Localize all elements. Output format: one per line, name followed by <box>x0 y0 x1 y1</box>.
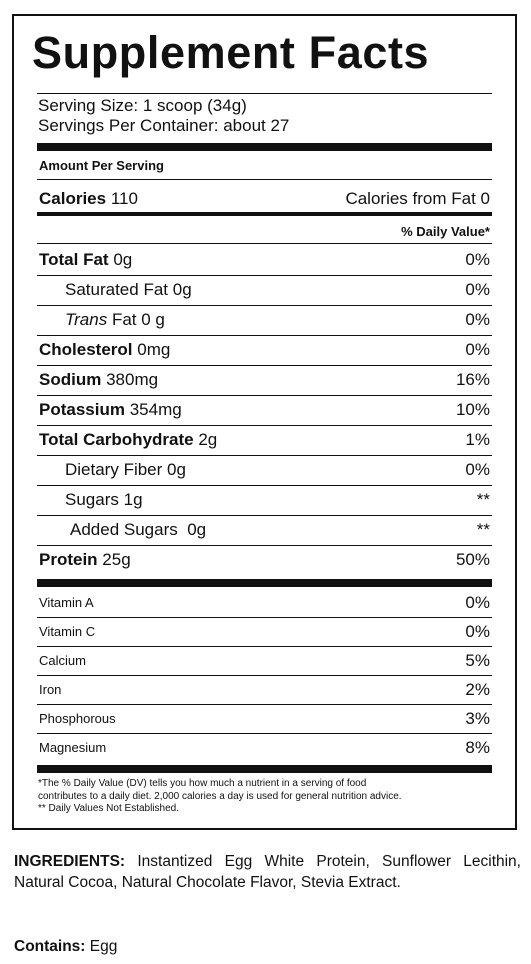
vitamin-name: Iron <box>39 682 62 697</box>
nutrient-row-potassium <box>39 395 490 425</box>
footnote <box>38 778 495 816</box>
nutrient-name: Cholesterol <box>39 340 133 359</box>
vitamin-name: Phosphorous <box>39 711 116 726</box>
nutrient-row-protein <box>39 545 490 575</box>
nutrient-dv: 0% <box>465 250 490 269</box>
nutrient-name: Total Carbohydrate <box>39 430 194 449</box>
nutrient-dv: ** <box>476 490 490 509</box>
panel-title: Supplement Facts <box>32 27 430 78</box>
divider <box>37 243 492 244</box>
ingredients-text <box>14 851 521 893</box>
nutrient-row-dietary-fiber <box>39 455 490 485</box>
serving-info <box>38 96 289 136</box>
vitamin-name: Vitamin A <box>39 595 94 610</box>
nutrient-amount: 0mg <box>137 340 171 359</box>
nutrient-dv: 50% <box>455 550 490 569</box>
nutrient-amount: 0g <box>172 280 192 299</box>
nutrient-row-total-fat <box>39 245 490 275</box>
nutrient-dv: 0% <box>465 280 490 299</box>
ingredients-label: INGREDIENTS: <box>14 853 126 870</box>
vitamin-name: Calcium <box>39 653 86 668</box>
nutrient-dv: ** <box>476 520 490 539</box>
calories-row <box>39 189 490 213</box>
nutrient-dv: 0% <box>465 310 490 329</box>
vitamin-dv: 2% <box>465 680 490 699</box>
nutrient-name: Sugars <box>65 490 119 509</box>
nutrient-amount: 354mg <box>129 400 182 419</box>
vitamin-row <box>39 675 490 705</box>
nutrient-amount: Fat 0 g <box>111 310 165 329</box>
nutrient-dv: 0% <box>465 460 490 479</box>
nutrient-row-trans-fat <box>39 305 490 335</box>
contains-label: Contains: <box>14 938 86 955</box>
calories-label: Calories <box>39 189 107 208</box>
nutrient-name: Dietary Fiber <box>65 460 163 479</box>
thick-divider <box>37 765 492 773</box>
nutrient-name: Potassium <box>39 400 125 419</box>
nutrient-row-cholesterol <box>39 335 490 365</box>
nutrient-name: Added Sugars <box>70 520 178 539</box>
calories-from-fat: Calories from Fat 0 <box>345 189 490 208</box>
footnote-line: contributes to a daily diet. 2,000 calories a day is used for general nutrition advice. <box>38 790 402 802</box>
vitamin-name: Vitamin C <box>39 624 96 639</box>
contains-value: Egg <box>89 938 118 955</box>
vitamin-name: Magnesium <box>39 740 107 755</box>
nutrient-row-total-carbohydrate <box>39 425 490 455</box>
vitamin-row <box>39 704 490 734</box>
vitamin-dv: 0% <box>465 593 490 612</box>
nutrient-name: Saturated Fat <box>65 280 169 299</box>
vitamin-row <box>39 733 490 763</box>
servings-per-container: Servings Per Container: about 27 <box>38 116 290 135</box>
nutrient-row-saturated-fat <box>39 275 490 305</box>
nutrient-row-added-sugars <box>39 515 490 545</box>
thick-divider <box>37 212 492 216</box>
daily-value-header: % Daily Value* <box>401 224 490 239</box>
calories <box>39 189 138 209</box>
nutrient-amount: 0g <box>187 520 207 539</box>
nutrient-amount: 1g <box>123 490 143 509</box>
nutrient-name: Total Fat <box>39 250 109 269</box>
vitamin-dv: 5% <box>465 651 490 670</box>
nutrient-amount: 0g <box>167 460 186 479</box>
nutrient-name: Sodium <box>39 370 102 389</box>
vitamin-row <box>39 588 490 618</box>
vitamin-row <box>39 646 490 676</box>
ingredients-list: Instantized Egg White Protein, Sunflower Lecithin, Natural Cocoa, Natural Chocolate Flavor, Stevia Extract. <box>14 853 521 891</box>
vitamin-dv: 3% <box>465 709 490 728</box>
vitamin-dv: 0% <box>465 622 490 641</box>
thick-divider <box>37 579 492 587</box>
thick-divider <box>37 143 492 151</box>
nutrient-row-sodium <box>39 365 490 395</box>
nutrient-dv: 10% <box>455 400 490 419</box>
amount-per-serving: Amount Per Serving <box>39 158 164 173</box>
serving-size: Serving Size: 1 scoop (34g) <box>38 96 247 115</box>
vitamin-row <box>39 617 490 647</box>
nutrient-dv: 1% <box>465 430 490 449</box>
divider <box>37 179 492 180</box>
supplement-facts-panel <box>12 14 517 830</box>
nutrient-dv: 16% <box>455 370 490 389</box>
nutrient-amount: 380mg <box>106 370 159 389</box>
calories-value: 110 <box>110 189 138 208</box>
nutrient-amount: 2g <box>198 430 218 449</box>
footnote-line: ** Daily Values Not Established. <box>38 803 179 814</box>
nutrient-dv: 0% <box>465 340 490 359</box>
nutrient-amount: 0g <box>113 250 133 269</box>
nutrient-amount: 25g <box>102 550 131 569</box>
contains-text <box>14 938 117 956</box>
footnote-line: *The % Daily Value (DV) tells you how much a nutrient in a serving of food <box>38 778 367 789</box>
divider <box>37 93 492 94</box>
vitamin-dv: 8% <box>465 738 490 757</box>
nutrient-name: Protein <box>39 550 98 569</box>
nutrient-name: Trans <box>65 310 108 329</box>
nutrient-row-sugars <box>39 485 490 515</box>
